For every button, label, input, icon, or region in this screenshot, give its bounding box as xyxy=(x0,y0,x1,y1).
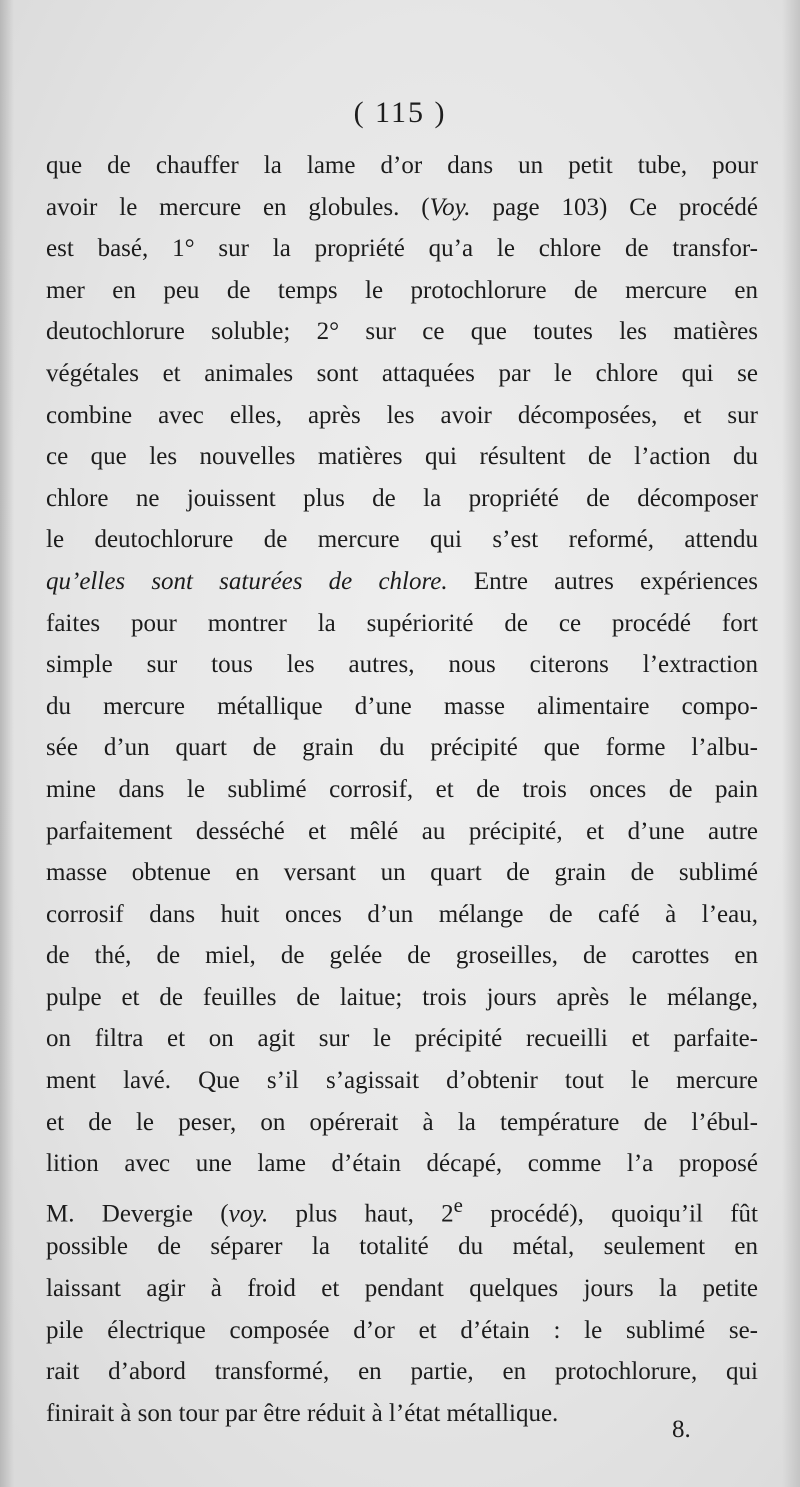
voy-abbrev: voy. xyxy=(228,1200,269,1228)
text-line: possible de séparer la totalité du métal, seulement en xyxy=(46,1233,758,1261)
text-line: de thé, de miel, de gelée de groseilles, de carottes en xyxy=(46,942,758,970)
superscript: e xyxy=(453,1192,463,1217)
text-line: est basé, 1° sur la propriété qu’a le chlore de transfor- xyxy=(46,235,758,263)
text-line: sée d’un quart de grain du précipité que forme l’albu- xyxy=(46,734,758,762)
text-line: ment lavé. Que s’il s’agissait d’obtenir tout le mercure xyxy=(46,1067,758,1095)
text-line: chlore ne jouissent plus de la propriété de décomposer xyxy=(46,484,758,512)
signature-mark: 8. xyxy=(672,1416,691,1443)
text-line: qu’elles sont saturées de chlore. Entre autres expériences xyxy=(46,567,758,595)
text-line: que de chauffer la lame d’or dans un petit tube, pour xyxy=(46,152,758,179)
text-line: mine dans le sublimé corrosif, et de trois onces de pain xyxy=(46,775,758,803)
text-line: le deutochlorure de mercure qui s’est reformé, attendu xyxy=(46,526,758,554)
text-line: du mercure métallique d’une masse alimentaire compo- xyxy=(46,692,758,720)
text-line: et de le peser, on opérerait à la température de l’ébul- xyxy=(46,1108,758,1136)
text-line: mer en peu de temps le protochlorure de mercure en xyxy=(46,276,758,304)
text-line: on filtra et on agit sur le précipité recueilli et parfaite- xyxy=(46,1025,758,1053)
text-line: laissant agir à froid et pendant quelques jours la petite xyxy=(46,1275,758,1303)
text-line: ce que les nouvelles matières qui résultent de l’action du xyxy=(46,443,758,471)
text-line: corrosif dans huit onces d’un mélange de café à l’eau, xyxy=(46,900,758,928)
page-number: ( 115 ) xyxy=(353,96,447,129)
text-line: faites pour montrer la supériorité de ce procédé fort xyxy=(46,609,758,637)
text-line: finirait à son tour par être réduit à l’état métallique. xyxy=(46,1399,559,1427)
text-line: pulpe et de feuilles de laitue; trois jours après le mélange, xyxy=(46,983,758,1011)
body-text xyxy=(46,145,758,1434)
text-line: lition avec une lame d’étain décapé, comme l’a proposé xyxy=(46,1150,758,1178)
text-line: parfaitement desséché et mêlé au précipité, et d’une autre xyxy=(46,817,758,845)
italic-phrase: qu’elles sont saturées de chlore. xyxy=(46,567,448,595)
text-line: combine avec elles, après les avoir décomposées, et sur xyxy=(46,401,758,429)
text-line: rait d’abord transformé, en partie, en protochlorure, qui xyxy=(46,1358,758,1386)
text-line: deutochlorure soluble; 2° sur ce que toutes les matières xyxy=(46,318,758,346)
text-line: avoir le mercure en globules. (Voy. page 103) Ce procédé xyxy=(46,193,758,221)
text-line: végétales et animales sont attaquées par le chlore qui se xyxy=(46,359,758,387)
text-line: M. Devergie (voy. plus haut, 2e procédé), quoiqu’il fût xyxy=(46,1192,759,1228)
text-line: pile électrique composée d’or et d’étain : le sublimé se- xyxy=(46,1316,758,1344)
text-line: masse obtenue en versant un quart de grain de sublimé xyxy=(46,859,758,887)
text-line: simple sur tous les autres, nous citerons l’extraction xyxy=(46,651,758,679)
voy-abbrev: Voy. xyxy=(429,193,471,221)
